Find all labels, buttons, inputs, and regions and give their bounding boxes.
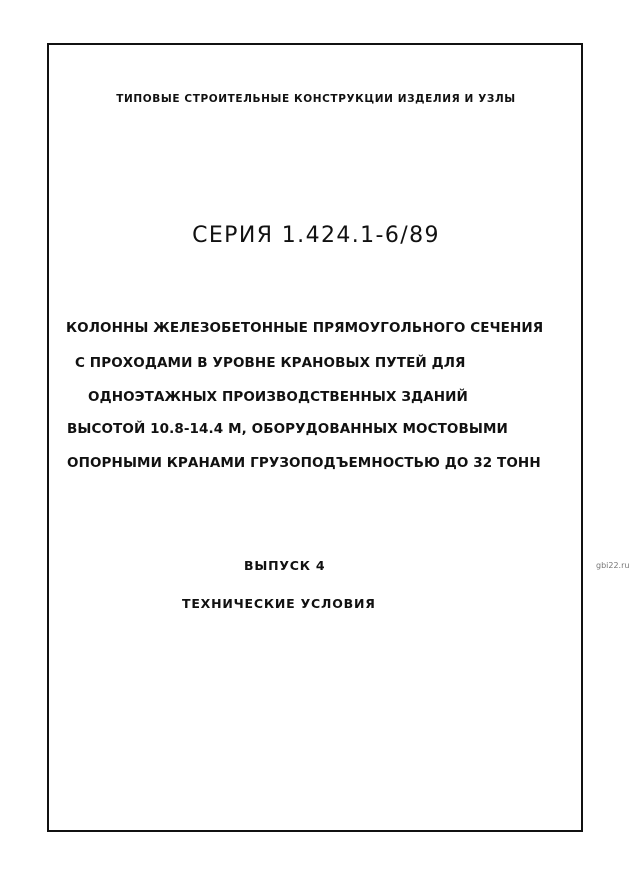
title-line-3: ОДНОЭТАЖНЫХ ПРОИЗВОДСТВЕННЫХ ЗДАНИЙ: [88, 389, 468, 405]
issue-number: ВЫПУСК 4: [244, 558, 326, 573]
title-line-5: ОПОРНЫМИ КРАНАМИ ГРУЗОПОДЪЕМНОСТЬЮ ДО 32 ТОНН: [67, 455, 541, 471]
document-header: ТИПОВЫЕ СТРОИТЕЛЬНЫЕ КОНСТРУКЦИИ ИЗДЕЛИЯ И УЗЛЫ: [116, 93, 516, 105]
watermark-text: gbi22.ru: [596, 561, 630, 570]
document-subtitle: ТЕХНИЧЕСКИЕ УСЛОВИЯ: [182, 596, 376, 611]
page-border: [47, 43, 583, 832]
series-number: СЕРИЯ 1.424.1-6/89: [192, 223, 440, 248]
title-line-2: С ПРОХОДАМИ В УРОВНЕ КРАНОВЫХ ПУТЕЙ ДЛЯ: [75, 355, 466, 371]
title-line-1: КОЛОННЫ ЖЕЛЕЗОБЕТОННЫЕ ПРЯМОУГОЛЬНОГО СЕЧЕНИЯ: [66, 320, 544, 336]
title-line-4: ВЫСОТОЙ 10.8-14.4 М, ОБОРУДОВАННЫХ МОСТОВЫМИ: [67, 421, 508, 437]
